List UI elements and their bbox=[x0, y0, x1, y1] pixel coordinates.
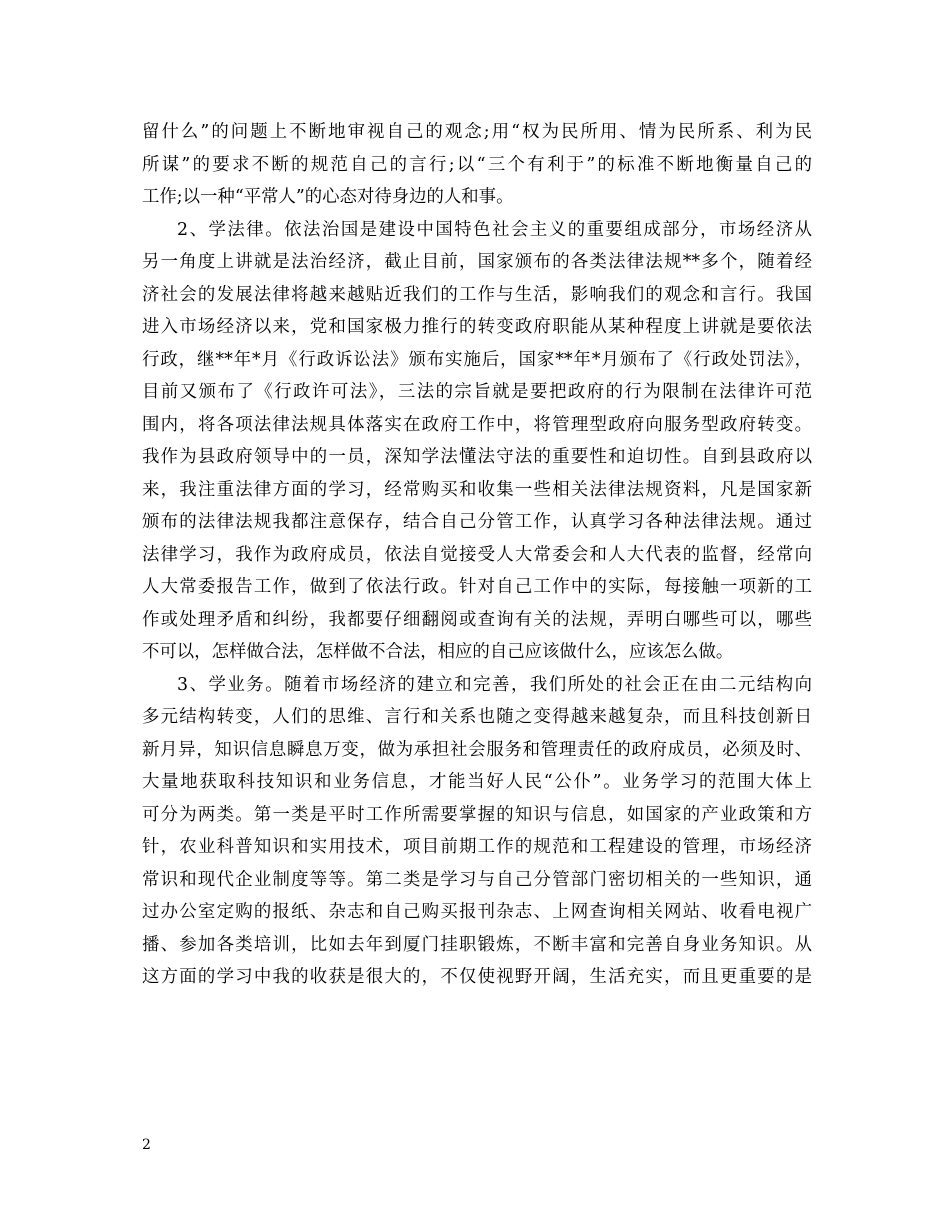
text-line: 行政，继**年*月《行政诉讼法》颁布实施后，国家**年*月颁布了《行政处罚法》， bbox=[142, 349, 812, 370]
paragraph-continuation bbox=[142, 116, 812, 214]
text-line: 法律学习，我作为政府成员，依法自觉接受人大常委会和人大代表的监督，经常向 bbox=[142, 544, 812, 565]
text-line: 2、学法律。依法治国是建设中国特色社会主义的重要组成部分，市场经济从 bbox=[177, 219, 812, 240]
text-line: 作或处理矛盾和纠纷，我都要仔细翻阅或查询有关的法规，弄明白哪些可以，哪些 bbox=[142, 609, 812, 630]
text-line: 过办公室定购的报纸、杂志和自己购买报刊杂志、上网查询相关网站、收看电视广 bbox=[142, 902, 812, 922]
text-line: 我作为县政府领导中的一员，深知学法懂法守法的重要性和迫切性。自到县政府以 bbox=[142, 447, 812, 467]
text-line: 人大常委报告工作，做到了依法行政。针对自己工作中的实际，每接触一项新的工 bbox=[142, 577, 812, 597]
paragraph-study-law bbox=[142, 214, 812, 669]
text-line: 3、学业务。随着市场经济的建立和完善，我们所处的社会正在由二元结构向 bbox=[177, 674, 812, 695]
text-line: 留什么”的问题上不断地审视自己的观念;用“权为民所用、情为民所系、利为民 bbox=[142, 122, 812, 142]
text-line: 工作;以一种“平常人”的心态对待身边的人和事。 bbox=[142, 187, 514, 207]
text-line: 不可以，怎样做合法，怎样做不合法，相应的自己应该做什么，应该怎么做。 bbox=[142, 642, 734, 662]
body-text bbox=[142, 116, 812, 994]
text-line: 大量地获取科技知识和业务信息，才能当好人民“公仆”。业务学习的范围大体上 bbox=[142, 772, 812, 792]
text-line: 颁布的法律法规我都注意保存，结合自己分管工作，认真学习各种法律法规。通过 bbox=[142, 512, 812, 532]
text-line: 常识和现代企业制度等等。第二类是学习与自己分管部门密切相关的一些知识，通 bbox=[142, 869, 812, 890]
text-line: 新月异，知识信息瞬息万变，做为承担社会服务和管理责任的政府成员，必须及时、 bbox=[142, 739, 812, 760]
text-line: 围内，将各项法律法规具体落实在政府工作中，将管理型政府向服务型政府转变。 bbox=[142, 414, 812, 435]
text-line: 所谋”的要求不断的规范自己的言行;以“三个有利于”的标准不断地衡量自己的 bbox=[142, 154, 812, 175]
text-line: 进入市场经济以来，党和国家极力推行的转变政府职能从某种程度上讲就是要依法 bbox=[142, 317, 812, 337]
text-line: 来，我注重法律方面的学习，经常购买和收集一些相关法律法规资料，凡是国家新 bbox=[142, 479, 812, 500]
text-line: 这方面的学习中我的收获是很大的，不仅使视野开阔，生活充实，而且更重要的是 bbox=[142, 967, 812, 987]
paragraph-study-business bbox=[142, 669, 812, 994]
page-number: 2 bbox=[142, 1137, 151, 1153]
text-line: 另一角度上讲就是法治经济，截止目前，国家颁布的各类法律法规**多个，随着经 bbox=[142, 252, 812, 272]
text-line: 可分为两类。第一类是平时工作所需要掌握的知识与信息，如国家的产业政策和方 bbox=[142, 804, 812, 825]
text-line: 目前又颁布了《行政许可法》，三法的宗旨就是要把政府的行为限制在法律许可范 bbox=[142, 382, 812, 402]
text-line: 播、参加各类培训，比如去年到厦门挂职锻炼，不断丰富和完善自身业务知识。从 bbox=[142, 934, 812, 955]
text-line: 针，农业科普知识和实用技术，项目前期工作的规范和工程建设的管理，市场经济 bbox=[142, 837, 812, 857]
text-line: 济社会的发展法律将越来越贴近我们的工作与生活，影响我们的观念和言行。我国 bbox=[142, 284, 812, 305]
text-line: 多元结构转变，人们的思维、言行和关系也随之变得越来越复杂，而且科技创新日 bbox=[142, 707, 812, 727]
